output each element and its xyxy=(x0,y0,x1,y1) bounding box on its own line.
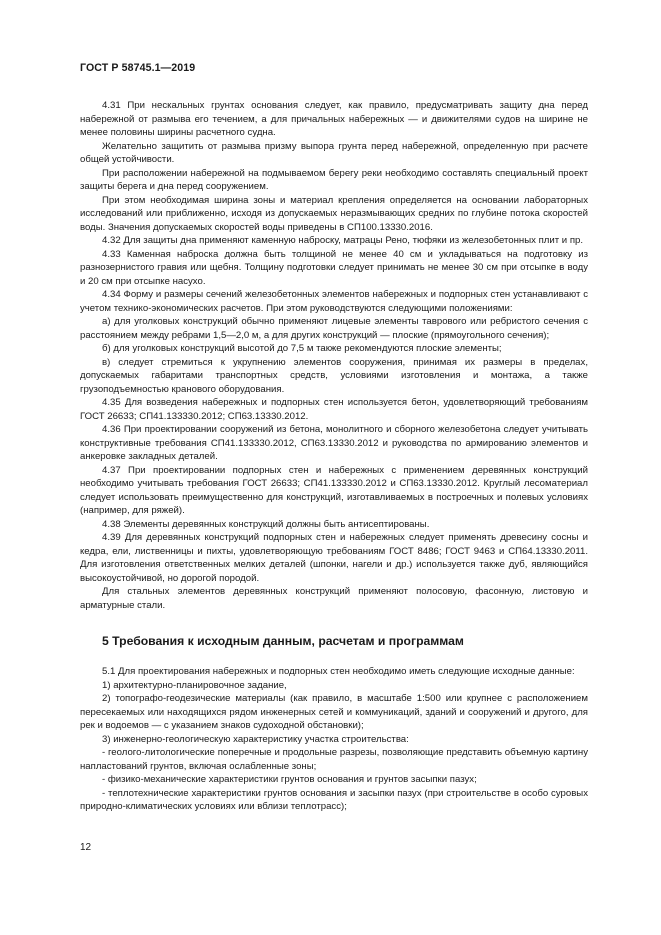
list-item: - геолого-литологические поперечные и продольные разрезы, позволяющие представить объемную картину напластований грунтов, включая ослабленные зоны; xyxy=(80,747,588,772)
paragraph-4-36: 4.36 При проектировании сооружений из бетона, монолитного и сборного железобетона следует учитывать конструктивные требования СП41.133330.2012, СП63.13330.2012 и руководства по армированию элементов и анкеровке закладных деталей. xyxy=(80,424,588,462)
list-item-b: б) для уголковых конструкций высотой до 7,5 м также рекомендуются плоские элементы; xyxy=(102,343,502,354)
standard-header: ГОСТ Р 58745.1—2019 xyxy=(80,62,196,74)
paragraph-4-32: 4.32 Для защиты дна применяют каменную наброску, матрацы Рено, тюфяки из железобетонных плит и пр. xyxy=(102,235,584,246)
section-5-heading: 5 Требования к исходным данным, расчетам и программам xyxy=(102,634,464,648)
list-item: 1) архитектурно-планировочное задание, xyxy=(102,679,287,691)
paragraph-4-31: 4.31 При нескальных грунтах основания следует, как правило, предусматривать защиту дна перед набережной от размыва его течением, а для причальных набережных — и движителями судов на ширине не менее половины ширины расчетного судна. xyxy=(80,100,588,138)
page-number: 12 xyxy=(80,842,92,853)
paragraph-4-38: 4.38 Элементы деревянных конструкций должны быть антисептированы. xyxy=(102,518,430,530)
list-item: 3) инженерно-геологическую характеристику участка строительства: xyxy=(102,733,409,745)
paragraph-4-37: 4.37 При проектировании подпорных стен и набережных с применением деревянных конструкций необходимо учитывать требования ГОСТ 26633; СП41.133330.2012 и СП63.13330.2012. Круглый лесоматериал следует использовать преимущественно для конструкций, изготавливаемых в построечных и полевых условиях (например, для ряжей). xyxy=(80,464,588,516)
paragraph: Желательно защитить от размыва призму выпора грунта перед набережной, определенную при расчете общей устойчивости. xyxy=(80,140,588,165)
paragraph-4-33: 4.33 Каменная наброска должна быть толщиной не менее 40 см и укладываться на подготовку из разнозернистого гравия или щебня. Толщину подготовки следует принимать не менее 30 см при отсыпке в воду и 20 см при отсыпке насухо. xyxy=(80,248,588,287)
paragraph: При расположении набережной на подмываемом берегу реки необходимо составлять специальный проект защиты берега и дна перед сооружением. xyxy=(80,167,588,192)
paragraph: При этом необходимая ширина зоны и материал крепления определяется на основании лабораторных исследований или приближенно, исходя из допускаемых неразмывающих средних по глубине потока скоростей воды. Значения допускаемых скоростей воды приведены в СП100.13330.2016. xyxy=(80,194,588,233)
list-item-a: а) для уголковых конструкций обычно применяют лицевые элементы таврового или ребристого сечения с расстоянием между ребрами 1,5—2,0 м, а для других конструкций — плоские (прямоугольного сечения); xyxy=(80,316,588,341)
paragraph-4-34: 4.34 Форму и размеры сечений железобетонных элементов набережных и подпорных стен устанавливают с учетом технико-экономических расчетов. При этом руководствуются следующими положениями: xyxy=(80,289,588,314)
list-item: - теплотехнические характеристики грунтов основания и засыпки пазух (при строительстве в особо суровых природно-климатических условиях или вблизи теплотрасс); xyxy=(80,787,588,812)
list-item: - физико-механические характеристики грунтов основания и грунтов засыпки пазух; xyxy=(102,774,477,785)
paragraph-4-39: 4.39 Для деревянных конструкций подпорных стен и набережных следует применять древесину сосны и кедра, ели, лиственницы и пихты, удовлетворяющую требованиям ГОСТ 8486; ГОСТ 9463 и СП64.13330.2011. Для изготовления ответственных мелких деталей (шпонки, нагели и др.) используется также дуб, являющийся высокоустойчивой, но дорогой породой. xyxy=(80,532,588,584)
paragraph: Для стальных элементов деревянных конструкций применяют полосовую, фасонную, листовую и арматурные стали. xyxy=(80,586,588,611)
paragraph-4-35: 4.35 Для возведения набережных и подпорных стен используется бетон, удовлетворяющий требованиям ГОСТ 26633; СП41.133330.2012; СП63.13330.2012. xyxy=(80,397,588,422)
document-body xyxy=(80,99,588,814)
paragraph-5-1: 5.1 Для проектирования набережных и подпорных стен необходимо иметь следующие исходные данные: xyxy=(102,666,575,677)
list-item: 2) топографо-геодезические материалы (как правило, в масштабе 1:500 или крупнее с расположением пересекаемых или находящихся рядом инженерных сетей и коммуникаций, зданий и сооружений и другого, для рек и водоемов — с указанием знаков судоходной обстановки); xyxy=(80,693,588,731)
list-item-v: в) следует стремиться к укрупнению элементов сооружения, принимая их размеры в пределах, допускаемых габаритами транспортных средств, условиями изготовления и монтажа, а также грузоподъемностью кранового оборудования. xyxy=(80,356,588,395)
